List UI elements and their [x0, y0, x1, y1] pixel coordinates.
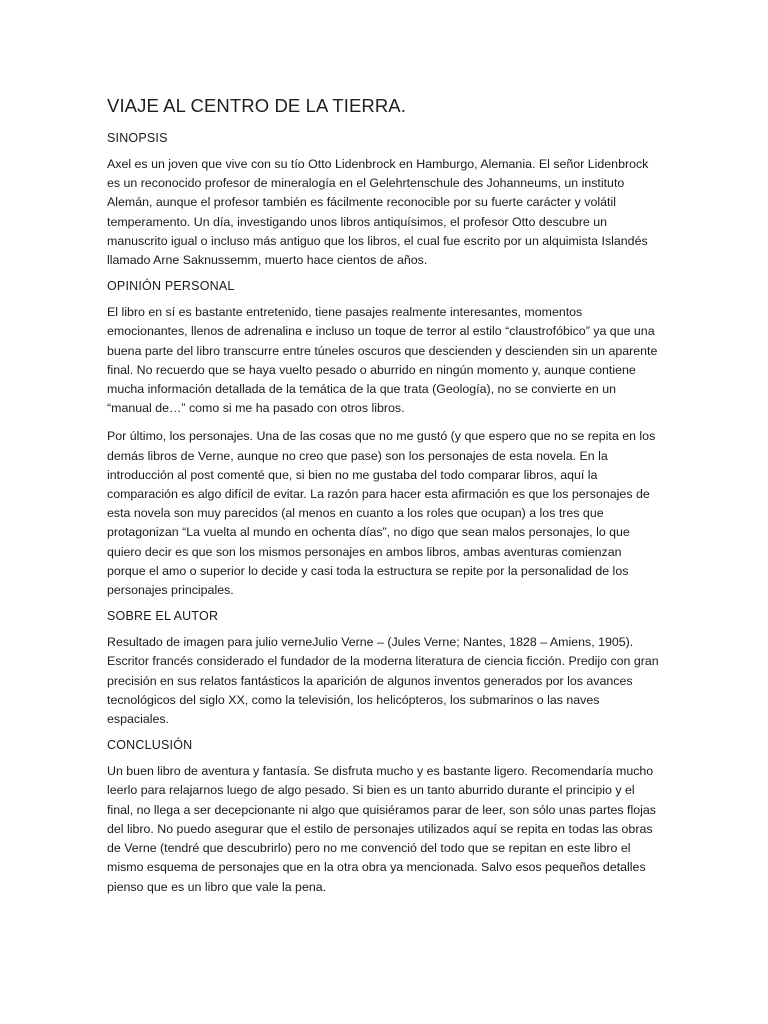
section-heading: SINOPSIS — [107, 131, 168, 145]
paragraph: Un buen libro de aventura y fantasía. Se disfruta mucho y es bastante ligero. Recomendaría mucho leerlo para relajarnos luego de algo pesado. Si bien es un tanto aburrido durante el principio y el final, no llega a ser decepcionante ni algo que quisiéramos parar de leer, son sólo unas partes flojas del libro. No puedo asegurar que el estilo de personajes utilizados aquí se repita en todas las obras de Verne (tendré que descubrirlo) pero no me convenció del todo que se repitan en este libro el mismo esquema de personajes que en la otra obra ya mencionada. Salvo esos pequeños detalles pienso que es un libro que vale la pena. — [107, 764, 656, 894]
paragraph: Axel es un joven que vive con su tío Otto Lidenbrock en Hamburgo, Alemania. El señor Lidenbrock es un reconocido profesor de mineralogía en el Gelehrtenschule des Johanneums, un instituto Alemán, aunque el profesor también es fácilmente reconocible por su fuerte carácter y volátil temperamento. Un día, investigando unos libros antiquísimos, el profesor Otto descubre un manuscrito igual o incluso más antiguo que los libros, el cual fue escrito por un alquimista Islandés llamado Arne Saknussemm, muerto hace cientos de años. — [107, 157, 649, 268]
section-conclusion — [107, 738, 663, 896]
section-heading: CONCLUSIÓN — [107, 738, 193, 753]
section-sobre-el-autor — [107, 609, 663, 729]
paragraph: El libro en sí es bastante entretenido, tiene pasajes realmente interesantes, momentos emocionantes, llenos de adrenalina e incluso un toque de terror al estilo “claustrofóbico” ya que una buena parte del libro transcurre entre túneles oscuros que descienden y descienden sin un aparente final. No recuerdo que se haya vuelto pesado o aburrido en ningún momento y, aunque contiene mucha información detallada de la temática de la que trata (Geología), no se convierte en un “manual de…” como si me ha pasado con otros libros. — [107, 305, 658, 416]
section-heading: OPINIÓN PERSONAL — [107, 279, 235, 294]
section-sinopsis — [107, 131, 663, 270]
section-opinion-personal — [107, 279, 663, 600]
document-title: VIAJE AL CENTRO DE LA TIERRA. — [107, 95, 406, 116]
section-heading: SOBRE EL AUTOR — [107, 609, 219, 624]
document-page — [107, 95, 663, 906]
paragraph: Resultado de imagen para julio verneJulio Verne – (Jules Verne; Nantes, 1828 – Amiens, 1905). Escritor francés considerado el fundador de la moderna literatura de ciencia ficción. Predijo con gran precisión en sus relatos fantásticos la aparición de algunos inventos generados por los avances tecnológicos del siglo XX, como la televisión, los helicópteros, los submarinos o las naves espaciales. — [107, 635, 659, 727]
paragraph: Por último, los personajes. Una de las cosas que no me gustó (y que espero que no se repita en los demás libros de Verne, aunque no creo que pase) son los personajes de esta novela. En la introducción al post comenté que, si bien no me gustaba del todo comparar libros, aquí la comparación es algo difícil de evitar. La razón para hacer esta afirmación es que los personajes de esta novela son muy parecidos (al menos en cuanto a los roles que ocupan) a los tres que protagonizan “La vuelta al mundo en ochenta días”, no digo que sean malos personajes, lo que quiero decir es que son los mismos personajes en ambos libros, ambas aventuras comienzan porque el amo o superior lo decide y casi toda la estructura se repite por la personalidad de los personajes principales. — [107, 429, 656, 598]
